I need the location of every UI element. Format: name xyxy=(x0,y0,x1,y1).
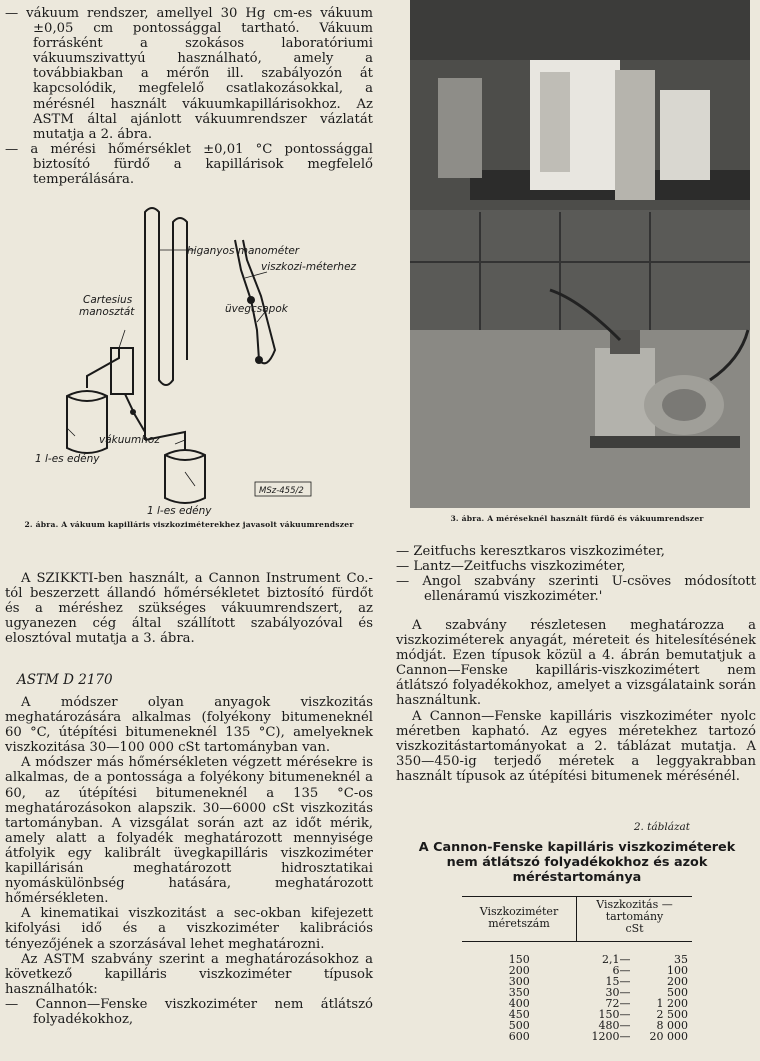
right-vessel-rim xyxy=(165,455,205,460)
table-body xyxy=(462,954,692,1042)
intro-item-vacuum: — vákuum rendszer, amellyel 30 Hg cm-es vákuum ±0,05 cm pontossággal tartható. Vákuum forrásként a szokásos laboratóriumi vákuumszivattyú használható, amely a továbbiakban a mérőn ill. szabályozón át kapcsolódik, megfelelő csatlakozásokkal, a mérésnél használt vákuumkapillárisokhoz. Az ASTM által ajánlott vákuumrendszer vázlatát mutatja a 2. ábra. xyxy=(5,6,373,142)
viscometer-line xyxy=(235,240,275,363)
label-stopcocks: üvegcsapok xyxy=(225,303,288,315)
table-title xyxy=(396,840,758,885)
figure-2-vacuum-diagram xyxy=(35,200,357,518)
header-range: Viszkozitás — tartomány cSt xyxy=(596,898,673,935)
label-manostat: manosztát xyxy=(79,306,135,318)
intro-list xyxy=(5,6,373,187)
stopcock-manostat xyxy=(130,409,136,415)
cell-range-to: 20 000 xyxy=(649,1030,688,1043)
cell-size: 150 xyxy=(508,953,530,966)
figure-2-caption: 2. ábra. A vákuum kapilláris viszkoziméterekhez javasolt vákuumrendszer xyxy=(24,520,354,529)
label-viscometer: viszkozi-méterhez xyxy=(261,261,357,273)
table-title-line-2: nem átlátszó folyadékokhoz és azok xyxy=(446,855,708,870)
label-vacuum: vákuumhoz xyxy=(99,434,160,446)
intro-item-bath: — a mérési hőmérséklet ±0,01 °C pontossággal biztosító fürdő a kapillárisok megfelelő temperálására. xyxy=(5,141,373,188)
cell-range-from: 150— xyxy=(598,1008,631,1021)
list-item-zeitfuchs: — Zeitfuchs keresztkaros viszkoziméter, xyxy=(396,544,665,559)
table-title-line-3: méréstartománya xyxy=(512,870,642,885)
table-row xyxy=(462,965,692,976)
label-vessel-right: 1 l-es edény xyxy=(147,505,212,517)
cell-size: 350 xyxy=(508,986,530,999)
table-row xyxy=(462,1031,692,1042)
list-item-cannon: — Cannon—Fenske viszkoziméter nem átlátszó folyadékokhoz, xyxy=(5,996,373,1027)
paragraph-3: A kinematikai viszkozitást a sec-okban kifejezett kifolyási idő és a viszkoziméter kalibrációs tényezőjének a szorzásával lehet meghatározni. xyxy=(5,906,373,952)
manostat-box xyxy=(111,348,133,394)
cell-range-from: 2,1— xyxy=(602,953,631,966)
paragraph-2: A módszer más hőmérsékleten végzett mérésekre is alkalmas, de a pontossága a folyékony bitumeneknél a 60, az útépítési bitumeneknél a 135 °C-os meghatározásokon alapszik. 30—6000 cSt viszkozitás tartományban. A vizsgálat során azt az időt mérik, amely alatt a folyadék meghatározott mennyisége átfolyik egy kalibrált üvegkapilláris viszkoziméter kapillárisán meghatározott hidrosztatikai nyomáskülönbség hatására, meghatározott hőmérsékleten. xyxy=(5,755,373,907)
cell-size: 600 xyxy=(508,1030,530,1043)
cell-range-from: 30— xyxy=(605,986,631,999)
cell-range-to: 100 xyxy=(667,964,688,977)
para-sziktti: A SZIKKTI-ben használt, a Cannon Instrument Co.-tól beszerzett állandó hőmérsékletet biztosító fürdőt és a méréshez szükséges vákuumrendszert, az ugyanezen cég által szállított szabályozóval és elosztóval mutatja a 3. ábra. xyxy=(5,571,373,647)
cell-size: 300 xyxy=(508,975,530,988)
tube-left-vessel xyxy=(87,348,119,388)
cell-range-to: 200 xyxy=(667,975,688,988)
manometer-tube xyxy=(145,208,187,440)
cell-range-from: 1200— xyxy=(591,1030,631,1043)
viscometer-table xyxy=(462,896,692,1042)
cell-range-to: 35 xyxy=(674,953,688,966)
cell-size: 500 xyxy=(508,1019,530,1032)
figure-3-photo xyxy=(410,0,750,508)
label-cartesius: Cartesius xyxy=(83,294,133,306)
cell-range-to: 8 000 xyxy=(656,1019,688,1032)
figure-3-caption: 3. ábra. A méréseknél használt fürdő és vákuumrendszer xyxy=(450,514,704,523)
cell-range-from: 480— xyxy=(598,1019,631,1032)
list-item-lantz: — Lantz—Zeitfuchs viszkoziméter, xyxy=(396,559,626,575)
list-item-angol: — Angol szabvány szerinti U-csöves módosított ellenáramú viszkoziméter.' xyxy=(396,574,756,605)
figure-code: MSz-455/2 xyxy=(259,486,304,496)
left-paragraphs xyxy=(5,695,373,1027)
cell-size: 400 xyxy=(508,997,530,1010)
cell-range-from: 6— xyxy=(612,964,631,977)
cell-range-from: 15— xyxy=(605,975,631,988)
table-title-line-1: A Cannon-Fenske kapilláris viszkoziméterek xyxy=(418,840,736,855)
paragraph-1: A módszer olyan anyagok viszkozitás meghatározására alkalmas (folyékony bitumeneknél 60 °C, útépítési bitumeneknél 135 °C), amelyeknek viszkozitása 30—100 000 cSt tartományban van. xyxy=(5,695,373,756)
paragraph-4: Az ASTM szabvány szerint a meghatározásokhoz a következő kapilláris viszkoziméter típusok használhatók: xyxy=(5,951,373,997)
label-manometer: higanyos manométer xyxy=(187,245,300,257)
paragraph-standard: A szabvány részletesen meghatározza a viszkoziméterek anyagát, méreteit és hitelesítésének módját. Ezen típusok közül a 4. ábrán bemutatjuk a Cannon—Fenske kapilláris-viszkozimétert nem átlátszó folyadékokhoz, amelyet a vizsgálataink során használtunk. xyxy=(396,618,756,709)
table-row xyxy=(462,976,692,987)
right-paragraphs xyxy=(396,618,756,784)
paragraph-sizes: A Cannon—Fenske kapilláris viszkoziméter nyolc méretben kapható. Az egyes méretekhez tartozó viszkozitástartományokat a 2. táblázat mutatja. A 350—450-ig terjedő méretek a leggyakrabban használt típusok az útépítési bitumenek mérésénél. xyxy=(396,708,756,784)
cell-range-to: 500 xyxy=(667,986,688,999)
cell-range-to: 1 200 xyxy=(656,997,688,1010)
table-number: 2. táblázat xyxy=(633,821,690,833)
left-vessel-rim xyxy=(67,396,107,401)
stopcock-lower xyxy=(255,356,263,364)
cell-range-from: 72— xyxy=(605,997,631,1010)
header-size: Viszkoziméter méretszám xyxy=(462,897,577,942)
right-list xyxy=(396,544,756,604)
label-vessel-left: 1 l-es edény xyxy=(35,453,100,465)
table-row xyxy=(462,954,692,965)
cell-size: 450 xyxy=(508,1008,530,1021)
cell-range-to: 2 500 xyxy=(656,1008,688,1021)
section-heading: ASTM D 2170 xyxy=(17,672,113,688)
cell-size: 200 xyxy=(508,964,530,977)
